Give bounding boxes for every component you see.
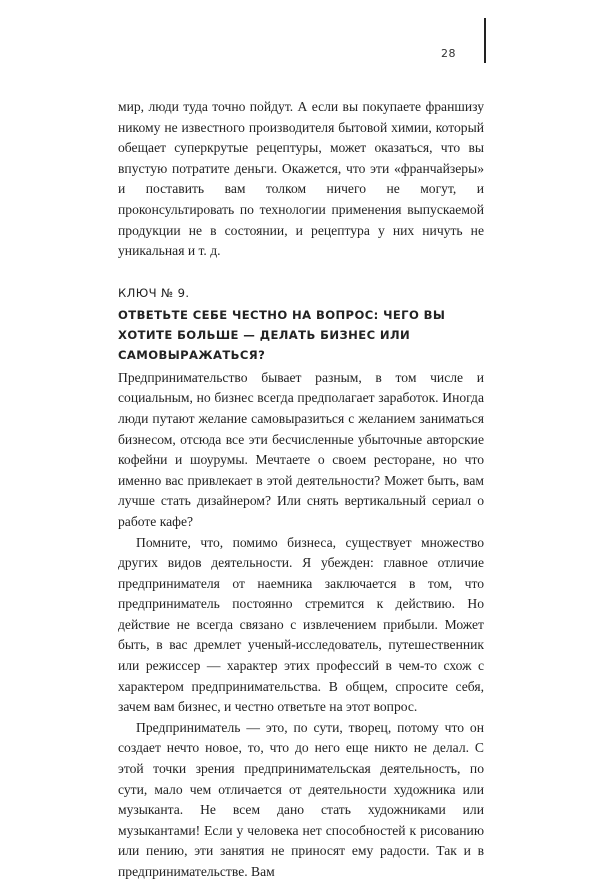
- key-section: [118, 283, 484, 365]
- body-paragraph: Предпринимательство бывает разным, в том числе и социальным, но бизнес всегда предполагает заработок. Иногда люди путают желание самовыразиться с желанием заниматься бизнесом, отсюда все эти бесчисленные убыточные авторские кофейни и шоурумы. Мечтаете о своем ресторане, но что именно вас привлекает в этой деятельности? Может быть, вам лучше стать дизайнером? Или снять вертикальный сериал о работе кафе?: [118, 369, 484, 529]
- page-number: 28: [441, 47, 456, 60]
- margin-rule: [484, 18, 486, 63]
- key-heading: ОТВЕТЬТЕ СЕБЕ ЧЕСТНО НА ВОПРОС: ЧЕГО ВЫ ХОТИТЕ БОЛЬШЕ — ДЕЛАТЬ БИЗНЕС ИЛИ САМОВЫРАЖАТЬСЯ?: [118, 307, 446, 362]
- intro-paragraph: мир, люди туда точно пойдут. А если вы покупаете франшизу никому не известного производителя бытовой химии, который обещает суперкрутые рецептуры, может оказаться, что вы впустую потратите деньги. Окажется, что эти «франчайзеры» и поставить вам толком ничего не могут, и проконсультировать по технологии применения выпускаемой продукции не в состоянии, и рецептура у них ничуть не уникальная и т. д.: [118, 99, 484, 259]
- key-label: КЛЮЧ № 9.: [118, 285, 190, 300]
- body-paragraph: Предприниматель — это, по сути, творец, потому что он создает нечто новое, то, что до него еще никто не делал. С этой точки зрения предпринимательская деятельность, по сути, мало чем отличается от деятельности художника или музыканта. Не всем дано стать художниками или музыкантами! Если у человека нет способностей к рисованию или пению, эти занятия не приносят ему радости. Так и в предпринимательстве. Вам: [118, 719, 484, 879]
- body-paragraph: Помните, что, помимо бизнеса, существует множество других видов деятельности. Я убежден: главное отличие предпринимателя от наемника заключается в том, что предприниматель постоянно стремится к действию. Но действие не всегда связано с извлечением прибыли. Может быть, в вас дремлет ученый-исследователь, путешественник или режиссер — характер этих профессий в чем-то схож с характером предпринимательства. В общем, спросите себя, зачем вам бизнес, и честно ответьте на этот вопрос.: [118, 534, 484, 715]
- page-body: [118, 97, 484, 883]
